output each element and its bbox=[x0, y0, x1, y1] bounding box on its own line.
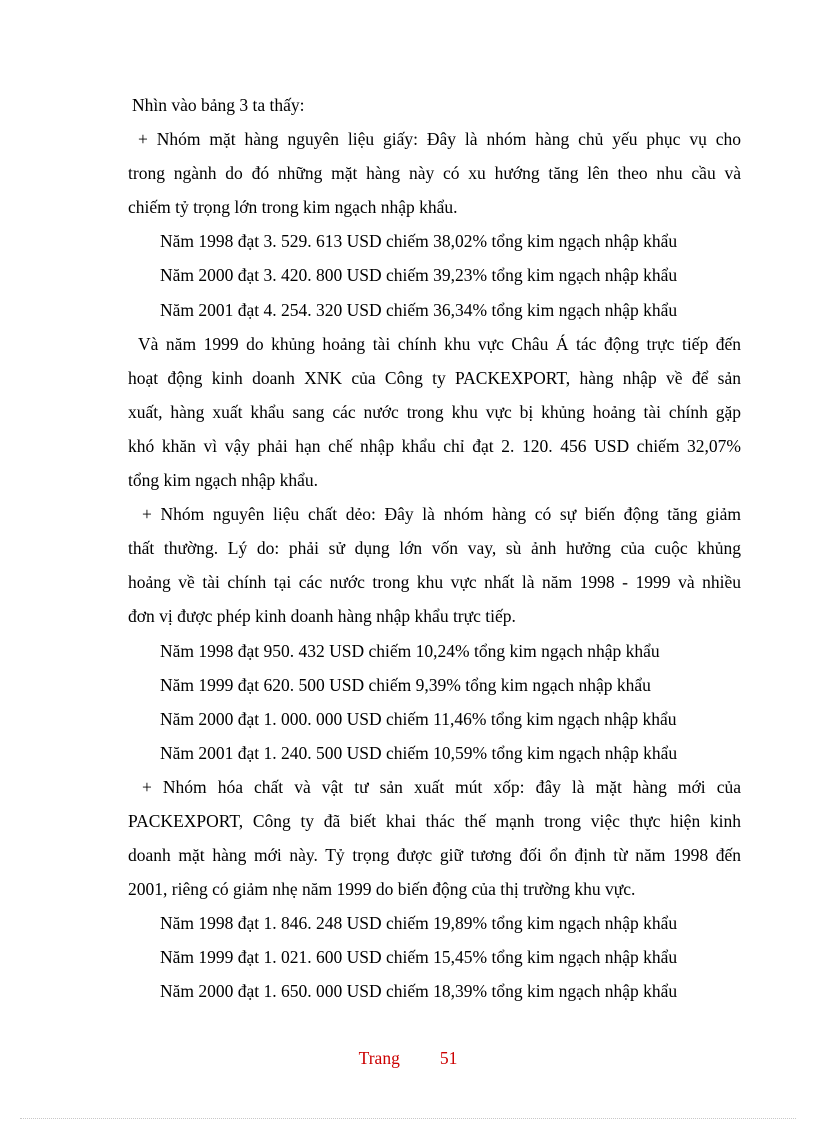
plastic-year-line: Năm 1999 đạt 620. 500 USD chiếm 9,39% tổng kim ngạch nhập khẩu bbox=[160, 674, 651, 695]
page-footer bbox=[0, 1048, 816, 1069]
page-number: 51 bbox=[439, 1048, 458, 1068]
paper-note-line: xuất, hàng xuất khẩu sang các nước trong khu vực bị khủng hoảng tài chính gặp bbox=[128, 401, 741, 422]
plastic-group-line: + Nhóm nguyên liệu chất dẻo: Đây là nhóm hàng có sự biến động tăng giảm bbox=[142, 504, 741, 525]
chemical-year-line: Năm 1998 đạt 1. 846. 248 USD chiếm 19,89% tổng kim ngạch nhập khẩu bbox=[160, 913, 678, 934]
paper-group-section bbox=[128, 122, 741, 497]
paper-group-line: trong ngành do đó những mặt hàng này có xu hướng tăng lên theo nhu cầu và bbox=[128, 163, 741, 184]
chemical-group-line: + Nhóm hóa chất và vật tư sản xuất mút xốp: đây là mặt hàng mới của bbox=[142, 776, 741, 797]
paper-note-line: hoạt động kinh doanh XNK của Công ty PACKEXPORT, hàng nhập về để sản bbox=[128, 367, 741, 388]
plastic-year-line: Năm 1998 đạt 950. 432 USD chiếm 10,24% tổng kim ngạch nhập khẩu bbox=[160, 640, 660, 661]
chemical-year-line: Năm 2000 đạt 1. 650. 000 USD chiếm 18,39% tổng kim ngạch nhập khẩu bbox=[160, 981, 678, 1002]
chemical-group-line: doanh mặt hàng mới này. Tỷ trọng được giữ tương đối ổn định từ năm 1998 đến bbox=[128, 845, 741, 866]
paper-group-line: chiếm tỷ trọng lớn trong kim ngạch nhập khẩu. bbox=[128, 197, 458, 218]
page-bottom-divider bbox=[20, 1118, 796, 1119]
paper-year-line: Năm 2001 đạt 4. 254. 320 USD chiếm 36,34% tổng kim ngạch nhập khẩu bbox=[160, 299, 678, 320]
plastic-group-line: hoảng về tài chính tại các nước trong khu vực nhất là năm 1998 - 1999 và nhiều bbox=[128, 572, 741, 593]
paper-year-line: Năm 2000 đạt 3. 420. 800 USD chiếm 39,23% tổng kim ngạch nhập khẩu bbox=[160, 265, 678, 286]
paper-group-line: + Nhóm mặt hàng nguyên liệu giấy: Đây là nhóm hàng chủ yếu phục vụ cho bbox=[138, 129, 741, 150]
plastic-group-line: thất thường. Lý do: phải sử dụng lớn vốn vay, sù ảnh hưởng của cuộc khủng bbox=[128, 538, 741, 559]
plastic-group-line: đơn vị được phép kinh doanh hàng nhập khẩu trực tiếp. bbox=[128, 606, 516, 627]
plastic-group-section bbox=[128, 497, 741, 770]
plastic-year-line: Năm 2000 đạt 1. 000. 000 USD chiếm 11,46% tổng kim ngạch nhập khẩu bbox=[160, 708, 677, 729]
paper-note-line: khó khăn vì vậy phải hạn chế nhập khẩu chỉ đạt 2. 120. 456 USD chiếm 32,07% bbox=[128, 435, 741, 456]
plastic-year-line: Năm 2001 đạt 1. 240. 500 USD chiếm 10,59% tổng kim ngạch nhập khẩu bbox=[160, 742, 678, 763]
chemical-group-line: 2001, riêng có giảm nhẹ năm 1999 do biến động của thị trường khu vực. bbox=[128, 879, 636, 900]
chemical-group-section bbox=[128, 770, 741, 1009]
chemical-group-line: PACKEXPORT, Công ty đã biết khai thác thế mạnh trong việc thực hiện kinh bbox=[128, 810, 741, 831]
paper-note-line: Và năm 1999 do khủng hoảng tài chính khu vực Châu Á tác động trực tiếp đến bbox=[138, 333, 741, 354]
paper-note-line: tổng kim ngạch nhập khẩu. bbox=[128, 470, 319, 491]
page-label: Trang bbox=[358, 1048, 400, 1068]
paper-year-line: Năm 1998 đạt 3. 529. 613 USD chiếm 38,02% tổng kim ngạch nhập khẩu bbox=[160, 231, 678, 252]
document-body bbox=[128, 88, 741, 1009]
intro-text: Nhìn vào bảng 3 ta thấy: bbox=[132, 95, 305, 115]
chemical-year-line: Năm 1999 đạt 1. 021. 600 USD chiếm 15,45% tổng kim ngạch nhập khẩu bbox=[160, 947, 678, 968]
